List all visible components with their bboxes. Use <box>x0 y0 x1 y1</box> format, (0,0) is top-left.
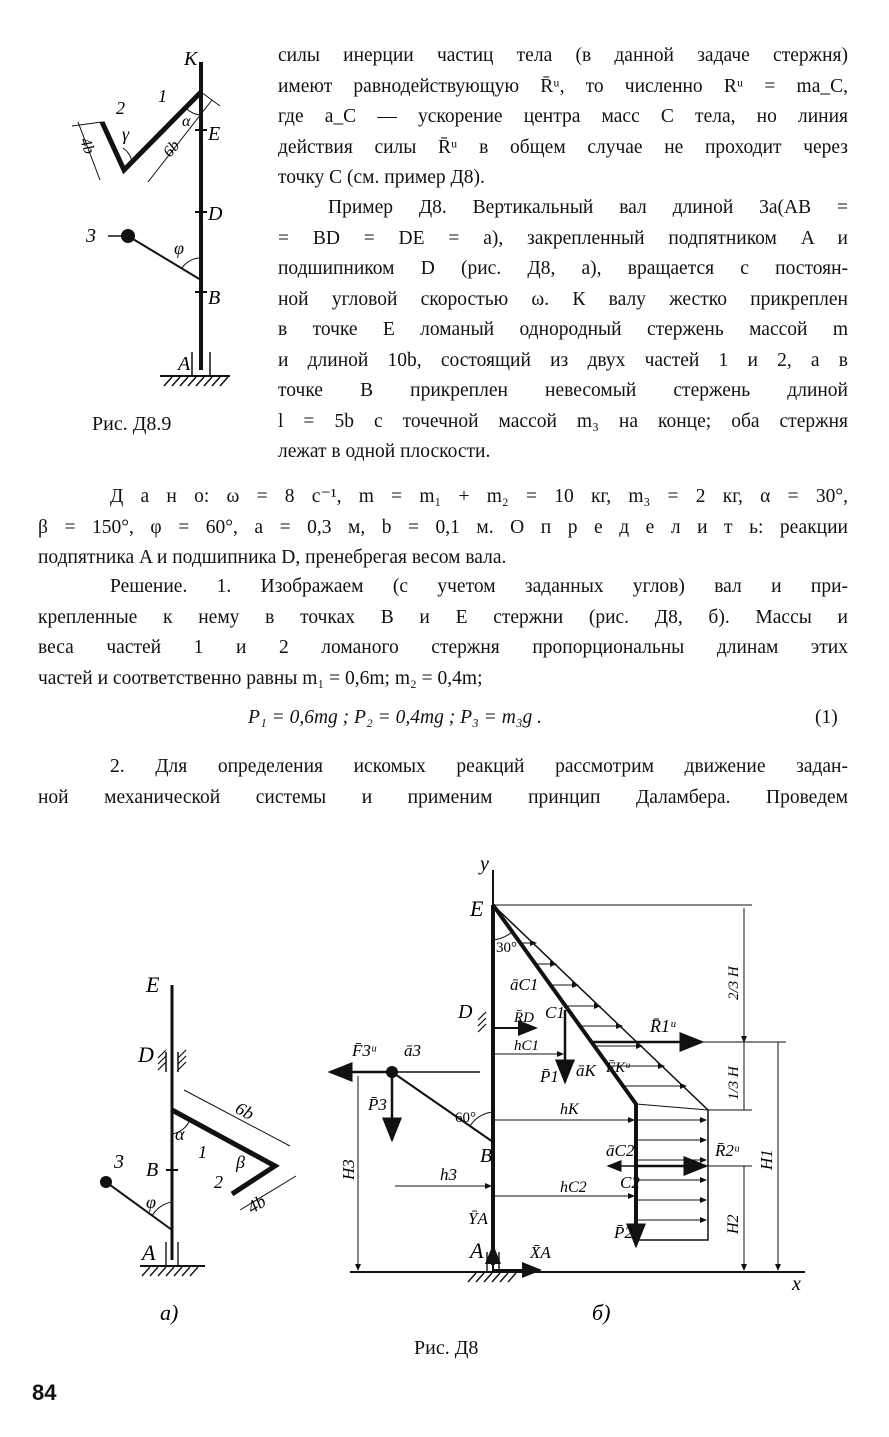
given-paragraph: Д а н о: ω = 8 c⁻¹, m = m₁ + m₂ = 10 кг, m₃ = 2 кг, α = 30°, β = 150°, φ = 60°, a = 0,3 м, b = 0,1 м. О п р е д е л и т ь: реакции подпятника A и подшипника D, пренебрегая весом вала. <box>38 486 848 568</box>
solution-paragraph: Решение. 1. Изображаем (с учетом заданных углов) вал и при- крепленные к нему в точках B и E стержни (рис. Д8, б). Массы и веса частей 1 и 2 ломаного стержня пропорциональны длинам этих частей и соответственно равны m₁ = 0,6m; m₂ = 0,4m; <box>38 576 848 689</box>
rod-3-b <box>392 1072 493 1142</box>
a-label-2: 2 <box>214 1172 223 1192</box>
b-label-hC1: hC1 <box>514 1038 540 1054</box>
inertia-triangle-1 <box>493 905 708 1240</box>
b-label-XA: X̄A <box>530 1243 551 1262</box>
ground-hatch <box>164 377 228 386</box>
b-label-P2: P̄2 <box>614 1223 633 1242</box>
top-paragraph: силы инерции частиц тела (в данной задаче стержня) имеют равнодействующую R̄ᵘ, то численно Rᵘ = ma_C, где a_C — ускорение центра масс C тела, но линия действия силы R̄ᵘ в общем случае не проходит через точку C (см. пример Д8). <box>278 45 848 188</box>
b-label-A: A <box>470 1238 484 1263</box>
b-label-H1: H1 <box>757 1149 776 1170</box>
b-label-hK: hK <box>560 1101 579 1118</box>
b-label-aC2: āC2 <box>606 1141 635 1160</box>
a-label-D: D <box>138 1042 154 1067</box>
figure-d8-9-caption: Рис. Д8.9 <box>92 413 172 435</box>
sub-caption-a: а) <box>160 1300 179 1325</box>
b-label-P1: P̄1 <box>540 1067 559 1086</box>
b-label-F3: F̄3ᵘ <box>352 1041 376 1060</box>
label-D: D <box>208 203 223 225</box>
b-label-x: x <box>792 1273 801 1295</box>
point-mass-3 <box>121 229 135 243</box>
label-K: K <box>184 48 198 70</box>
b-label-60: 60° <box>455 1110 476 1126</box>
b-label-R1: R̄1ᵘ <box>650 1016 676 1036</box>
b-label-C1: C1 <box>545 1003 565 1022</box>
a-label-B: B <box>146 1159 159 1181</box>
figure-d8-9 <box>60 40 250 450</box>
b-label-E: E <box>470 896 484 921</box>
example-paragraph: Пример Д8. Вертикальный вал длиной 3a(AB = = BD = DE = a), закрепленный подпятником A и подшипником D (рис. Д8, a), вращается с постоян- ной угловой скоростью ω. К валу жестко прикреплен в точке E ломаный однородный стержень массой m и длиной 10b, состоящий из двух частей 1 и 2, а в точке B прикреплен невесомый стержень длиной l = 5b с точечной массой m₃ на конце; оба стержня лежат в одной плоскости. <box>278 197 848 462</box>
equation-number: (1) <box>815 707 838 728</box>
point-mass-3-a <box>100 1176 112 1188</box>
a-label-3: 3 <box>114 1151 124 1173</box>
a-label-beta: β <box>236 1152 245 1172</box>
page-number: 84 <box>32 1380 57 1405</box>
b-label-2-3H: 2/3 H <box>726 966 742 1000</box>
b-label-C2: C2 <box>620 1173 640 1192</box>
figure-d8-a <box>100 972 296 1276</box>
a-label-E: E <box>146 972 160 997</box>
figure-d8 <box>0 850 889 1370</box>
a-label-4b: 4b <box>243 1190 270 1218</box>
b-label-aC1: āC1 <box>510 975 539 994</box>
label-E: E <box>208 123 221 145</box>
b-label-h3: h3 <box>440 1165 457 1184</box>
paragraph-2: 2. Для определения искомых реакций рассмотрим движение задан- ной механической системы и применим принцип Даламбера. Проведем <box>38 756 848 808</box>
label-alpha: α <box>182 113 191 130</box>
label-B: B <box>208 287 221 309</box>
b-label-R2: R̄2ᵘ <box>715 1141 739 1160</box>
label-6b: 6b <box>160 137 184 161</box>
b-label-H2: H2 <box>725 1214 742 1234</box>
a-label-alpha: α <box>175 1124 185 1144</box>
label-phi: φ <box>174 238 184 258</box>
b-label-H3: H3 <box>339 1159 358 1180</box>
broken-rod-a <box>172 1110 275 1194</box>
b-label-30: 30° <box>496 940 517 956</box>
figure-d8-caption: Рис. Д8 <box>414 1337 479 1359</box>
a-label-6b: 6b <box>232 1097 258 1124</box>
figure-d8-b <box>330 853 805 1295</box>
b-label-YA: ȲA <box>468 1209 488 1228</box>
b-label-1-3H: 1/3 H <box>726 1066 742 1100</box>
b-label-FK: F̄Kᵘ <box>606 1060 630 1076</box>
sub-caption-b: б) <box>592 1300 611 1325</box>
b-label-y: y <box>480 853 489 875</box>
rod-3 <box>128 236 201 280</box>
b-label-P3: P̄3 <box>368 1095 387 1114</box>
label-4b: 4b <box>76 135 98 157</box>
b-label-aK: āK <box>576 1061 596 1080</box>
label-A: A <box>178 353 191 375</box>
label-1: 1 <box>158 86 167 106</box>
b-label-B: B <box>480 1145 493 1167</box>
a-label-phi: φ <box>146 1192 156 1212</box>
b-label-hC2: hC2 <box>560 1179 587 1196</box>
label-2: 2 <box>116 98 125 118</box>
b-label-RD: R̄D <box>514 1010 534 1026</box>
label-3: 3 <box>86 225 96 247</box>
b-label-D: D <box>458 1001 473 1023</box>
equation-1: P₁ = 0,6mg ; P₂ = 0,4mg ; P₃ = m₃g . <box>248 707 543 728</box>
a-label-A: A <box>142 1240 156 1265</box>
b-label-a3: ā3 <box>404 1041 421 1060</box>
label-gamma: γ <box>122 124 130 144</box>
a-label-1: 1 <box>198 1142 207 1162</box>
